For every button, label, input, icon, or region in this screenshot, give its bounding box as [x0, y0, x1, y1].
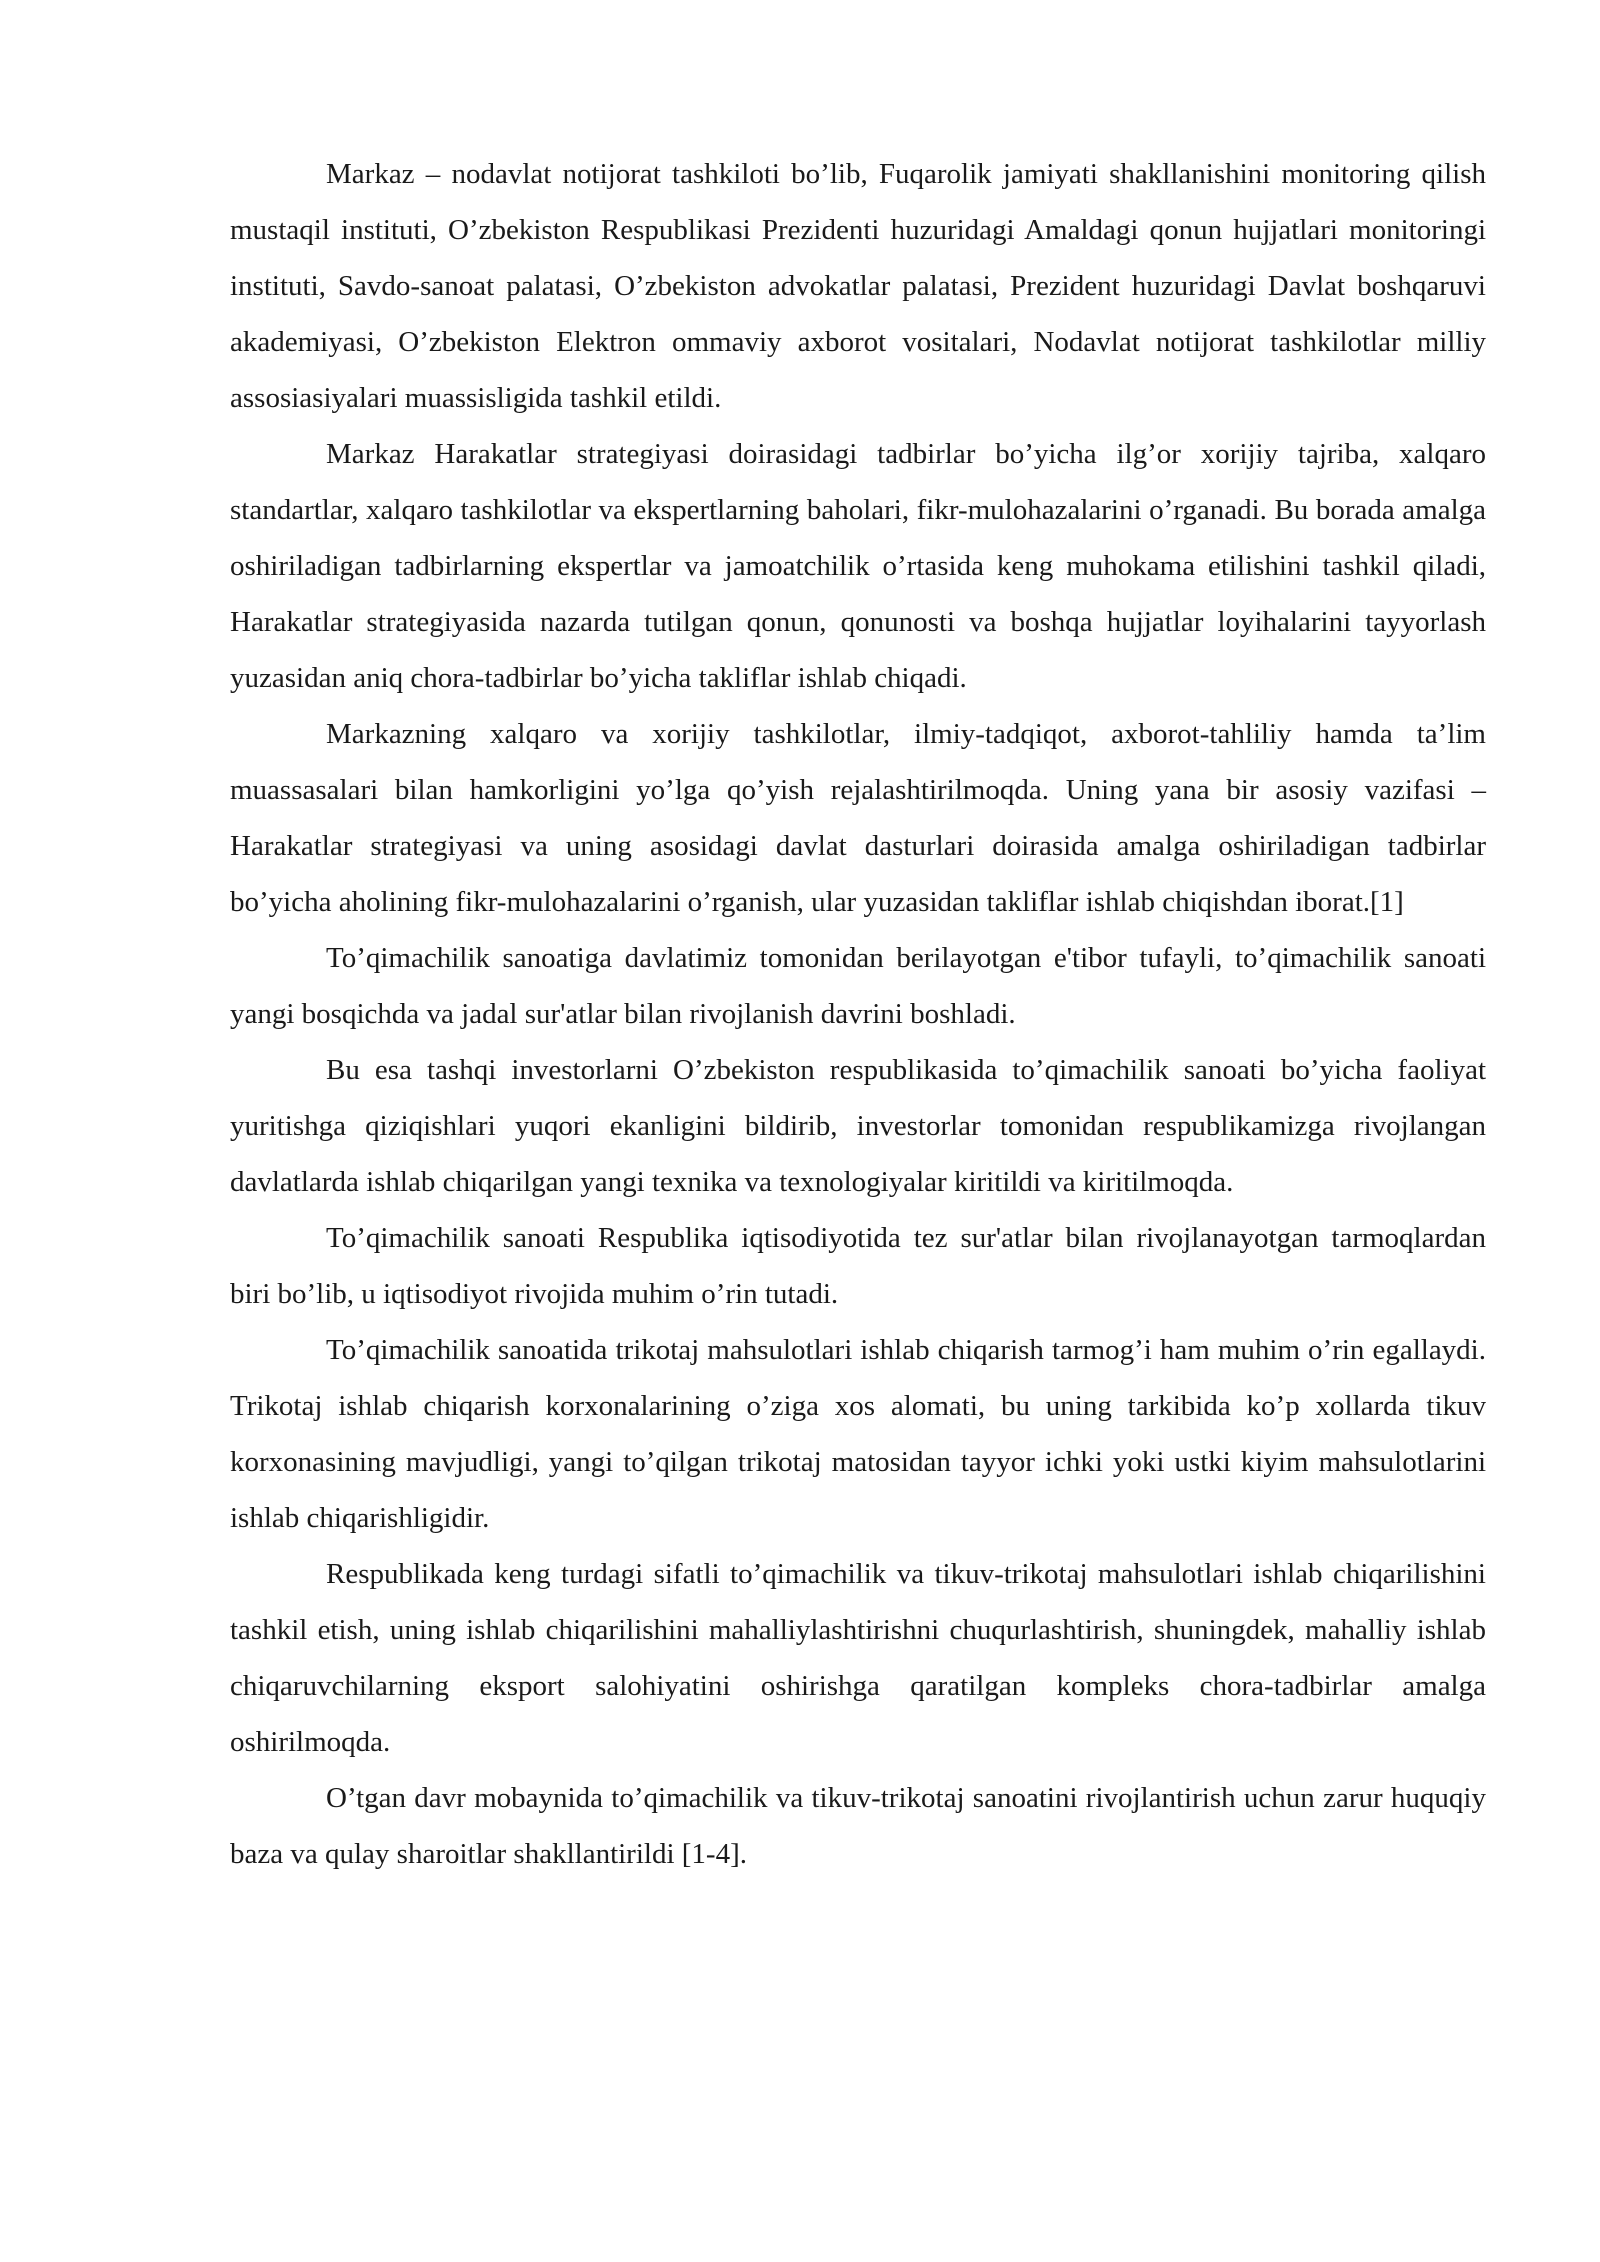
paragraph-2: Markaz Harakatlar strategiyasi doirasidagi tadbirlar bo’yicha ilg’or xorijiy tajriba, xalqaro standartlar, xalqaro tashkilotlar va ekspertlarning baholari, fikr-mulohazalarini o’rganadi. Bu borada amalga oshiriladigan tadbirlarning ekspertlar va jamoatchilik o’rtasida keng muhokama etilishini tashkil qiladi, Harakatlar strategiyasida nazarda tutilgan qonun, qonunosti va boshqa hujjatlar loyihalarini tayyorlash yuzasidan aniq chora-tadbirlar bo’yicha takliflar ishlab chiqadi. — [230, 438, 1486, 694]
paragraph-4: To’qimachilik sanoatiga davlatimiz tomonidan berilayotgan e'tibor tufayli, to’qimachilik sanoati yangi bosqichda va jadal sur'atlar bilan rivojlanish davrini boshladi. — [230, 942, 1486, 1030]
paragraph-6: To’qimachilik sanoati Respublika iqtisodiyotida tez sur'atlar bilan rivojlanayotgan tarmoqlardan biri bo’lib, u iqtisodiyot rivojida muhim o’rin tutadi. — [230, 1222, 1486, 1310]
paragraph-5: Bu esa tashqi investorlarni O’zbekiston respublikasida to’qimachilik sanoati bo’yicha faoliyat yuritishga qiziqishlari yuqori ekanligini bildirib, investorlar tomonidan respublikamizga rivojlangan davlatlarda ishlab chiqarilgan yangi texnika va texnologiyalar kiritildi va kiritilmoqda. — [230, 1054, 1486, 1198]
paragraph-9: O’tgan davr mobaynida to’qimachilik va tikuv-trikotaj sanoatini rivojlantirish uchun zarur huquqiy baza va qulay sharoitlar shakllantirildi [1-4]. — [230, 1782, 1486, 1870]
paragraph-3: Markazning xalqaro va xorijiy tashkilotlar, ilmiy-tadqiqot, axborot-tahliliy hamda ta’lim muassasalari bilan hamkorligini yo’lga qo’yish rejalashtirilmoqda. Uning yana bir asosiy vazifasi – Harakatlar strategiyasi va uning asosidagi davlat dasturlari doirasida amalga oshiriladigan tadbirlar bo’yicha aholining fikr-mulohazalarini o’rganish, ular yuzasidan takliflar ishlab chiqishdan iborat.[1] — [230, 718, 1486, 918]
paragraph-1: Markaz – nodavlat notijorat tashkiloti bo’lib, Fuqarolik jamiyati shakllanishini monitoring qilish mustaqil instituti, O’zbekiston Respublikasi Prezidenti huzuridagi Amaldagi qonun hujjatlari monitoringi instituti, Savdo-sanoat palatasi, O’zbekiston advokatlar palatasi, Prezident huzuridagi Davlat boshqaruvi akademiyasi, O’zbekiston Elektron ommaviy axborot vositalari, Nodavlat notijorat tashkilotlar milliy assosiasiyalari muassisligida tashkil etildi. — [230, 158, 1486, 414]
paragraph-7: To’qimachilik sanoatida trikotaj mahsulotlari ishlab chiqarish tarmog’i ham muhim o’rin egallaydi. Trikotaj ishlab chiqarish korxonalarining o’ziga xos alomati, bu uning tarkibida ko’p xollarda tikuv korxonasining mavjudligi, yangi to’qilgan trikotaj matosidan tayyor ichki yoki ustki kiyim mahsulotlarini ishlab chiqarishligidir. — [230, 1334, 1486, 1534]
paragraph-8: Respublikada keng turdagi sifatli to’qimachilik va tikuv-trikotaj mahsulotlari ishlab chiqarilishini tashkil etish, uning ishlab chiqarilishini mahalliylashtirishni chuqurlashtirish, shuningdek, mahalliy ishlab chiqaruvchilarning eksport salohiyatini oshirishga qaratilgan kompleks chora-tadbirlar amalga oshirilmoqda. — [230, 1558, 1486, 1758]
document-body — [230, 146, 1486, 1882]
